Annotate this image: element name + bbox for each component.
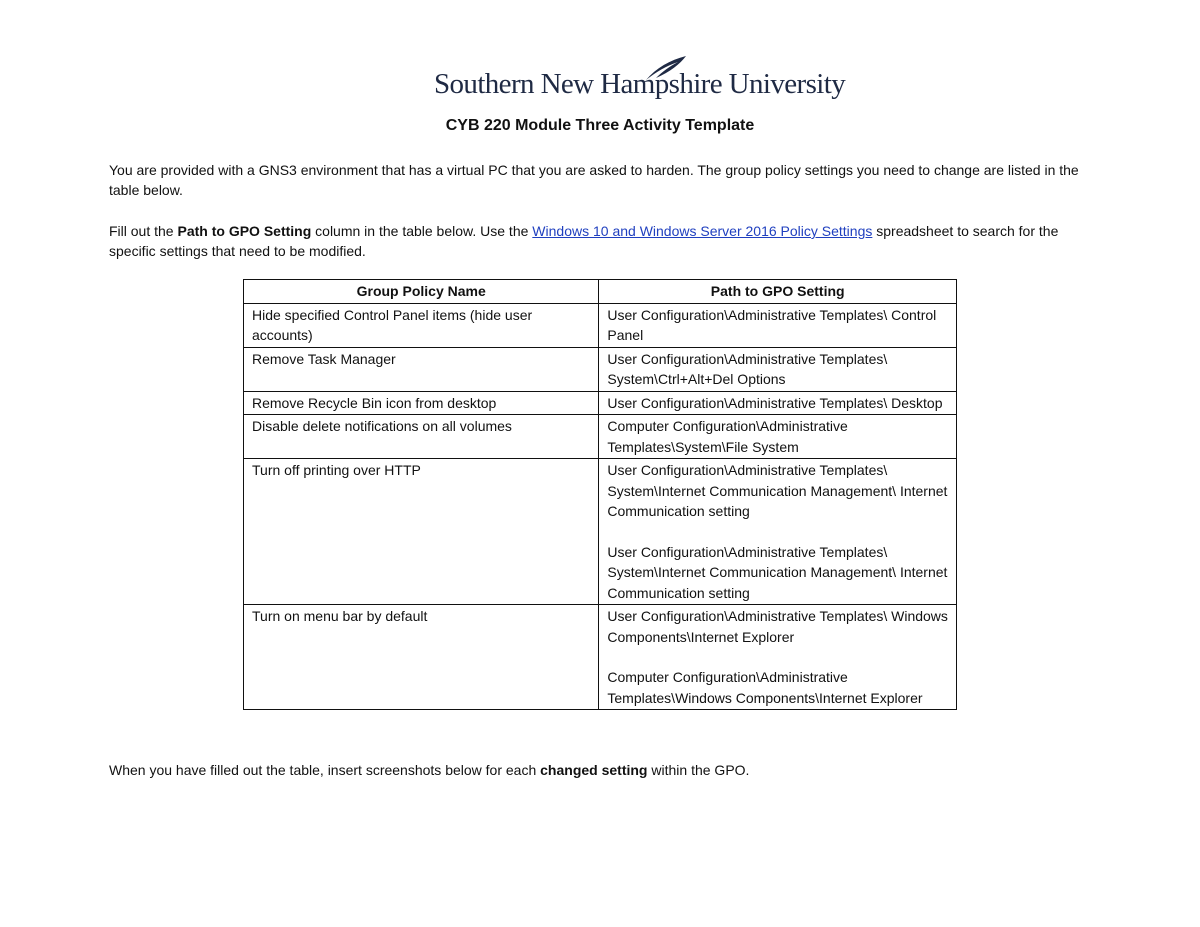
policy-path: User Configuration\Administrative Templates\ System\Internet Communication Management\ Internet Communication setting xyxy=(607,543,948,601)
path-spacer xyxy=(607,647,948,667)
table-header-row xyxy=(244,280,957,304)
instruction-prefix: Fill out the xyxy=(109,223,178,239)
policy-path: User Configuration\Administrative Templates\ System\Ctrl+Alt+Del Options xyxy=(607,350,888,387)
instruction-suffix: spreadsheet to search for the specific settings that need to be modified. xyxy=(109,223,1059,259)
policy-path: User Configuration\Administrative Templates\ Desktop xyxy=(607,394,943,411)
instruction-middle: column in the table below. Use the xyxy=(311,223,533,239)
path-spacer xyxy=(607,522,948,542)
table-row xyxy=(244,459,957,605)
policy-path-cell xyxy=(599,347,957,391)
table-row xyxy=(244,347,957,391)
header-group-policy-name: Group Policy Name xyxy=(244,280,599,304)
closing-suffix: within the GPO. xyxy=(647,762,750,778)
table-row xyxy=(244,415,957,459)
policy-path: Computer Configuration\Administrative Templates\Windows Components\Internet Explorer xyxy=(607,669,923,706)
closing-prefix: When you have filled out the table, insert screenshots below for each xyxy=(109,762,541,778)
policy-name-cell: Disable delete notifications on all volumes xyxy=(244,415,599,459)
policy-name-cell: Turn on menu bar by default xyxy=(244,605,599,710)
university-logo xyxy=(434,54,846,104)
gpo-settings-table xyxy=(243,279,957,710)
intro-paragraph: You are provided with a GNS3 environment that has a virtual PC that you are asked to harden. The group policy settings you need to change are listed in the table below. xyxy=(109,162,1079,198)
document-title: CYB 220 Module Three Activity Template xyxy=(445,117,755,134)
policy-path-cell xyxy=(599,391,957,415)
closing-paragraph xyxy=(109,760,1094,780)
instruction-paragraph xyxy=(109,221,1094,261)
policy-path: User Configuration\Administrative Templates\ Windows Components\Internet Explorer xyxy=(607,608,948,645)
instruction-bold-term: Path to GPO Setting xyxy=(177,223,312,239)
policy-name-cell: Turn off printing over HTTP xyxy=(244,459,599,605)
table-row xyxy=(244,605,957,710)
policy-path: User Configuration\Administrative Templates\ Control Panel xyxy=(607,306,937,343)
logo-wordmark: Southern New Hampshire University xyxy=(434,68,846,100)
policy-name-cell: Remove Recycle Bin icon from desktop xyxy=(244,391,599,415)
policy-settings-link[interactable]: Windows 10 and Windows Server 2016 Policy Settings xyxy=(532,223,873,239)
policy-path-cell xyxy=(599,605,957,710)
policy-name-cell: Hide specified Control Panel items (hide user accounts) xyxy=(244,303,599,347)
policy-path: Computer Configuration\Administrative Templates\System\File System xyxy=(607,418,848,455)
policy-path-cell xyxy=(599,415,957,459)
table-row xyxy=(244,391,957,415)
policy-path-cell xyxy=(599,459,957,605)
policy-name-cell: Remove Task Manager xyxy=(244,347,599,391)
policy-path-cell xyxy=(599,303,957,347)
header-path-to-gpo-setting: Path to GPO Setting xyxy=(599,280,957,304)
table-row xyxy=(244,303,957,347)
policy-path: User Configuration\Administrative Templates\ System\Internet Communication Management\ Internet Communication setting xyxy=(607,462,948,519)
closing-bold-term: changed setting xyxy=(540,762,648,778)
